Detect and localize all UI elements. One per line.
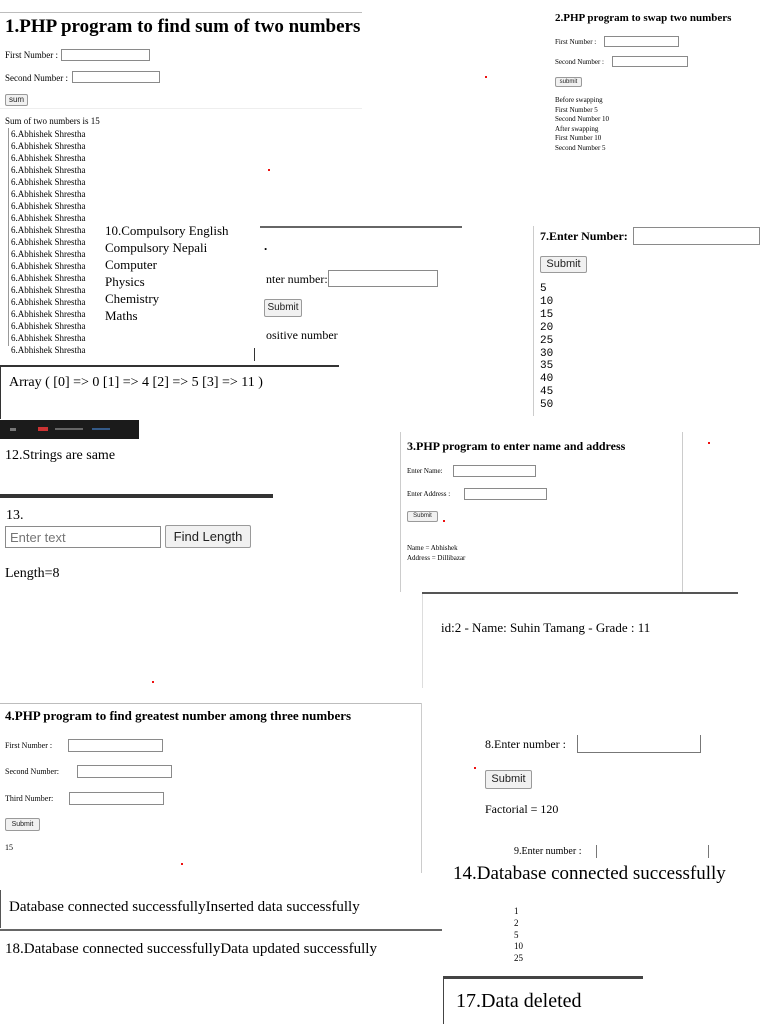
taskbar-icon <box>55 428 83 430</box>
first-number-input[interactable] <box>604 36 679 47</box>
series-item: 5 <box>514 929 519 940</box>
list-item: 6.Abhishek Shrestha <box>11 165 86 175</box>
multiples-list <box>540 283 553 412</box>
divider <box>260 226 462 228</box>
list-item: 6.Abhishek Shrestha <box>11 261 86 271</box>
insert-result: Database connected successfullyInserted data successfully <box>9 899 360 915</box>
list-item: 6.Abhishek Shrestha <box>11 333 86 343</box>
multiple-item: 15 <box>540 308 554 321</box>
sum-button[interactable]: sum <box>5 94 28 106</box>
divider <box>400 432 401 592</box>
list-item: 6.Abhishek Shrestha <box>11 321 86 331</box>
list-item: 6.Abhishek Shrestha <box>11 177 86 187</box>
address-result: Address = Dillibazar <box>407 554 466 562</box>
update-result: 18.Database connected successfullyData updated successfully <box>5 941 377 957</box>
list-item: 6.Abhishek Shrestha <box>11 273 86 283</box>
first-number-label: First Number : <box>555 38 597 46</box>
number-input[interactable] <box>596 845 709 858</box>
red-dot-marker <box>181 863 183 865</box>
submit-button[interactable]: Submit <box>485 770 532 789</box>
divider <box>421 703 422 873</box>
address-label: Enter Address : <box>407 490 451 498</box>
red-dot-marker <box>443 520 445 522</box>
swap-output <box>555 96 609 153</box>
list-item: 6.Abhishek Shrestha <box>11 141 86 151</box>
panel-title-fragment: . <box>264 238 268 253</box>
second-number-label: Second Number : <box>5 73 68 83</box>
list-item: 6.Abhishek Shrestha <box>11 249 86 259</box>
red-dot-marker <box>152 681 154 683</box>
names-container <box>9 128 99 356</box>
subject-item: Compulsory Nepali <box>105 240 208 255</box>
output-line: Second Number 10 <box>555 115 610 123</box>
second-number-input[interactable] <box>72 71 160 83</box>
multiple-item: 20 <box>540 321 554 334</box>
divider <box>254 348 255 361</box>
second-number-input[interactable] <box>612 56 688 67</box>
divider <box>533 226 534 416</box>
multiple-item: 40 <box>540 373 554 386</box>
red-dot-marker <box>708 442 710 444</box>
divider <box>443 976 643 979</box>
text-input[interactable] <box>5 526 161 548</box>
multiple-item: 45 <box>540 386 554 399</box>
divider <box>0 494 273 498</box>
subjects-panel <box>98 222 254 348</box>
number-input[interactable] <box>328 270 438 287</box>
submit-button[interactable]: submit <box>555 77 582 87</box>
number-input[interactable] <box>577 735 701 753</box>
taskbar-icon <box>38 427 48 431</box>
address-input[interactable] <box>464 488 547 500</box>
list-item: 6.Abhishek Shrestha <box>11 237 86 247</box>
enter-number-label: 8.Enter number : <box>485 737 566 751</box>
find-length-button[interactable]: Find Length <box>165 525 251 548</box>
page-title: 3.PHP program to enter name and address <box>407 439 626 453</box>
length-result: Length=8 <box>5 566 60 581</box>
sum-result: Sum of two numbers is 15 <box>5 116 100 126</box>
taskbar-icon <box>10 428 16 431</box>
divider <box>422 594 423 688</box>
list-item: 6.Abhishek Shrestha <box>11 225 86 235</box>
output-line: Before swapping <box>555 96 603 104</box>
red-dot-marker <box>474 767 476 769</box>
list-item: 6.Abhishek Shrestha <box>11 189 86 199</box>
list-item: 6.Abhishek Shrestha <box>11 129 86 139</box>
page-title: 2.PHP program to swap two numbers <box>555 12 732 24</box>
divider <box>0 703 421 704</box>
strings-result: 12.Strings are same <box>5 448 116 463</box>
divider <box>422 592 738 594</box>
list-item: 6.Abhishek Shrestha <box>11 345 86 355</box>
divider <box>0 890 1 928</box>
list-item: 6.Abhishek Shrestha <box>11 213 86 223</box>
submit-button[interactable]: Submit <box>264 299 302 317</box>
series-item: 1 <box>514 906 519 916</box>
result-text: ositive number <box>266 328 338 342</box>
db-connected: 14.Database connected successfully <box>453 863 726 884</box>
list-item: 6.Abhishek Shrestha <box>11 153 86 163</box>
names-list <box>8 128 99 355</box>
third-number-label: Third Number: <box>5 794 54 803</box>
divider <box>0 365 339 367</box>
subject-item: Chemistry <box>105 291 160 306</box>
taskbar-strip <box>0 420 139 439</box>
multiple-item: 50 <box>540 399 554 412</box>
multiple-item: 5 <box>540 283 547 295</box>
enter-number-label: 9.Enter number : <box>514 846 582 857</box>
third-number-input[interactable] <box>69 792 164 805</box>
enter-number-label: 7.Enter Number: <box>540 229 628 243</box>
panel-title: 13. <box>6 508 24 523</box>
enter-number-label: nter number: <box>266 272 328 286</box>
greatest-result: 15 <box>5 843 13 852</box>
multiple-item: 30 <box>540 347 554 360</box>
array-output: Array ( [0] => 0 [1] => 4 [2] => 5 [3] => 11 ) <box>9 375 263 390</box>
second-number-label: Second Number: <box>5 767 59 776</box>
divider <box>443 979 444 1024</box>
list-item: 6.Abhishek Shrestha <box>11 297 86 307</box>
output-line: First Number 10 <box>555 134 602 142</box>
red-dot-marker <box>268 169 270 171</box>
second-number-input[interactable] <box>77 765 172 778</box>
first-number-label: First Number : <box>5 50 58 60</box>
output-line: After swapping <box>555 124 599 133</box>
series-item: 10 <box>514 941 523 952</box>
divider <box>0 12 362 13</box>
student-record: id:2 - Name: Suhin Tamang - Grade : 11 <box>441 620 651 635</box>
name-result: Name = Abhishek <box>407 544 458 552</box>
number-input[interactable] <box>633 227 760 245</box>
first-number-input[interactable] <box>61 49 150 61</box>
subjects-list <box>98 222 254 324</box>
list-item: 6.Abhishek Shrestha <box>11 201 86 211</box>
list-item: 6.Abhishek Shrestha <box>11 285 86 295</box>
name-input[interactable] <box>453 465 536 477</box>
output-line: Second Number 5 <box>555 143 606 152</box>
factorial-result: Factorial = 120 <box>485 802 559 816</box>
series-list <box>514 906 523 965</box>
multiple-item: 10 <box>540 295 554 308</box>
subject-item: Maths <box>105 308 138 323</box>
subject-item: Computer <box>105 257 157 272</box>
name-label: Enter Name: <box>407 467 443 475</box>
series-item: 25 <box>514 953 523 964</box>
subject-item: 10.Compulsory English <box>105 223 229 238</box>
first-number-input[interactable] <box>68 739 163 752</box>
delete-result: 17.Data deleted <box>456 990 582 1012</box>
output-line: First Number 5 <box>555 105 598 114</box>
page-title: 4.PHP program to find greatest number among three numbers <box>5 708 352 723</box>
multiple-item: 35 <box>540 360 554 373</box>
page-title: 1.PHP program to find sum of two numbers <box>5 16 361 37</box>
divider <box>0 108 362 109</box>
list-item: 6.Abhishek Shrestha <box>11 309 86 319</box>
second-number-label: Second Number : <box>555 58 604 66</box>
red-dot-marker <box>485 76 487 78</box>
subject-item: Physics <box>105 274 145 289</box>
submit-button[interactable]: Submit <box>540 256 587 273</box>
multiple-item: 25 <box>540 334 554 347</box>
submit-button[interactable]: Submit <box>407 511 438 522</box>
divider <box>682 432 683 592</box>
submit-button[interactable]: Submit <box>5 818 40 831</box>
divider <box>0 929 442 931</box>
taskbar-icon <box>92 428 110 430</box>
first-number-label: First Number : <box>5 741 53 750</box>
divider <box>0 367 1 419</box>
series-item: 2 <box>514 917 519 928</box>
